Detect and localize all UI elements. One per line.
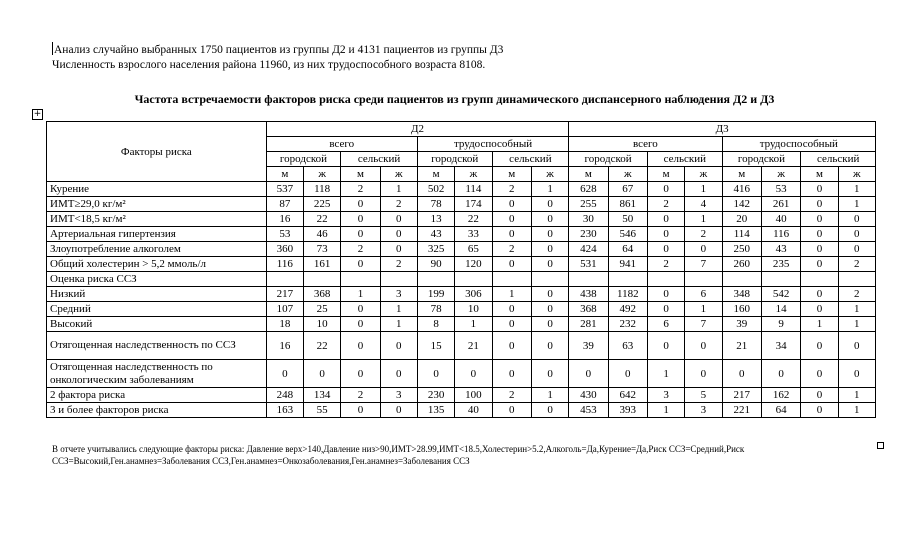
table-cell [647, 272, 684, 287]
table-cell: 0 [341, 212, 380, 227]
area-header: сельский [341, 152, 418, 167]
table-cell: 0 [380, 227, 417, 242]
table-cell: 135 [417, 403, 454, 418]
table-cell: 0 [838, 360, 875, 388]
sex-header: ж [380, 167, 417, 182]
table-row [47, 272, 876, 287]
table-cell: 217 [266, 287, 303, 302]
table-cell: 0 [341, 403, 380, 418]
table-cell [531, 272, 568, 287]
intro-line-1: Анализ случайно выбранных 1750 пациентов из группы Д2 и 4131 пациентов из группы Д3 [54, 44, 504, 56]
table-cell: 1 [838, 302, 875, 317]
risk-factor-label: Низкий [47, 287, 267, 302]
table-cell: 118 [303, 182, 340, 197]
table-cell: 0 [380, 212, 417, 227]
table-cell: 0 [685, 242, 722, 257]
table-cell [380, 272, 417, 287]
table-cell: 2 [492, 242, 531, 257]
risk-factor-label: 3 и более факторов риска [47, 403, 267, 418]
table-cell: 1 [380, 302, 417, 317]
table-cell: 0 [341, 257, 380, 272]
sex-header: ж [455, 167, 492, 182]
table-row [47, 388, 876, 403]
intro-text [52, 42, 503, 73]
sex-header: ж [531, 167, 568, 182]
table-cell: 2 [380, 257, 417, 272]
table-cell: 0 [801, 287, 838, 302]
table-cell: 0 [761, 360, 800, 388]
table-cell: 2 [341, 242, 380, 257]
table-cell: 174 [455, 197, 492, 212]
table-cell: 360 [266, 242, 303, 257]
risk-factor-label: ИМТ<18,5 кг/м² [47, 212, 267, 227]
table-cell: 10 [455, 302, 492, 317]
table-cell: 0 [492, 403, 531, 418]
table-cell: 142 [722, 197, 761, 212]
table-cell: 40 [455, 403, 492, 418]
table-cell: 230 [569, 227, 608, 242]
table-cell: 1 [531, 388, 568, 403]
area-header: городской [266, 152, 341, 167]
table-cell: 0 [685, 332, 722, 360]
table-cell: 0 [492, 227, 531, 242]
table-cell: 0 [531, 287, 568, 302]
table-cell: 46 [303, 227, 340, 242]
table-cell: 0 [531, 317, 568, 332]
table-cell: 306 [455, 287, 492, 302]
table-cell: 248 [266, 388, 303, 403]
table-cell [685, 272, 722, 287]
table-cell: 0 [801, 227, 838, 242]
table-cell: 25 [303, 302, 340, 317]
table-cell: 134 [303, 388, 340, 403]
table-cell: 2 [647, 257, 684, 272]
table-cell: 0 [266, 360, 303, 388]
table-cell: 1 [531, 182, 568, 197]
population-header: трудоспособный [417, 137, 568, 152]
table-cell: 424 [569, 242, 608, 257]
table-cell: 250 [722, 242, 761, 257]
table-row [47, 287, 876, 302]
table-cell [722, 272, 761, 287]
table-cell: 0 [647, 332, 684, 360]
table-cell: 100 [455, 388, 492, 403]
sex-header: м [266, 167, 303, 182]
table-cell: 1 [685, 302, 722, 317]
risk-factor-label: Артериальная гипертензия [47, 227, 267, 242]
table-cell: 0 [838, 242, 875, 257]
table-cell: 2 [685, 227, 722, 242]
table-cell: 0 [417, 360, 454, 388]
table-cell: 281 [569, 317, 608, 332]
table-cell: 1 [838, 182, 875, 197]
table-cell: 0 [569, 360, 608, 388]
table-row [47, 257, 876, 272]
table-cell: 0 [492, 317, 531, 332]
table-cell: 2 [838, 287, 875, 302]
table-cell: 6 [647, 317, 684, 332]
table-cell: 0 [801, 360, 838, 388]
table-row [47, 360, 876, 388]
area-header: городской [722, 152, 801, 167]
sex-header: м [801, 167, 838, 182]
table-cell: 13 [417, 212, 454, 227]
table-cell: 0 [531, 360, 568, 388]
table-cell: 368 [569, 302, 608, 317]
table-cell: 116 [266, 257, 303, 272]
table-cell: 1 [801, 317, 838, 332]
table-cell: 261 [761, 197, 800, 212]
table-cell: 0 [801, 257, 838, 272]
sex-header: м [569, 167, 608, 182]
table-cell [569, 272, 608, 287]
table-cell: 18 [266, 317, 303, 332]
table-cell: 43 [417, 227, 454, 242]
area-header: сельский [492, 152, 569, 167]
table-cell: 0 [647, 242, 684, 257]
table-cell: 0 [492, 257, 531, 272]
intro-line-2: Численность взрослого населения района 11960, из них трудоспособного возраста 8108. [52, 59, 486, 71]
footnote: В отчете учитывались следующие факторы риска: Давление верх>140,Давление низ>90,ИМТ>28.99,ИМТ<18.5,Холестерин>5.2,Алкоголь=Да,Курение=Да,Риск ССЗ=Средний,Риск ССЗ=Высокий,Ген.анамнез=Заболевания ССЗ,Ген.анамнез=Онкозаболевания,Ген.анамнез=Заболевания ССЗ [52, 444, 745, 466]
table-cell [303, 272, 340, 287]
table-cell: 64 [608, 242, 647, 257]
group-header: Д3 [569, 122, 876, 137]
table-cell: 0 [303, 360, 340, 388]
table-cell: 78 [417, 197, 454, 212]
table-cell: 114 [455, 182, 492, 197]
table-cell: 546 [608, 227, 647, 242]
table-cell: 73 [303, 242, 340, 257]
table-row [47, 182, 876, 197]
table-cell: 2 [341, 388, 380, 403]
table-cell: 0 [492, 360, 531, 388]
table-cell: 642 [608, 388, 647, 403]
table-cell: 0 [647, 302, 684, 317]
table-cell [417, 272, 454, 287]
group-header: Д2 [266, 122, 569, 137]
risk-factor-label: Общий холестерин > 5,2 ммоль/л [47, 257, 267, 272]
risk-factor-label: Высокий [47, 317, 267, 332]
area-header: городской [417, 152, 492, 167]
population-header: всего [266, 137, 417, 152]
table-cell: 0 [341, 332, 380, 360]
table-cell: 2 [647, 197, 684, 212]
table-cell [266, 272, 303, 287]
table-cell: 230 [417, 388, 454, 403]
table-cell: 1 [838, 388, 875, 403]
table-cell: 1 [380, 182, 417, 197]
table-cell: 0 [492, 197, 531, 212]
table-cell: 0 [801, 212, 838, 227]
sex-header: ж [761, 167, 800, 182]
table-cell [608, 272, 647, 287]
table-cell: 1182 [608, 287, 647, 302]
table-cell: 537 [266, 182, 303, 197]
table-row [47, 302, 876, 317]
table-cell: 0 [801, 197, 838, 212]
table-cell: 628 [569, 182, 608, 197]
table-cell: 0 [801, 332, 838, 360]
table-move-handle-icon[interactable]: + [33, 109, 42, 119]
table-cell: 43 [761, 242, 800, 257]
table-cell: 4 [685, 197, 722, 212]
table-cell: 0 [838, 332, 875, 360]
table-cell: 438 [569, 287, 608, 302]
table-cell: 22 [303, 332, 340, 360]
area-header: сельский [801, 152, 876, 167]
table-cell: 0 [380, 403, 417, 418]
table-row [47, 403, 876, 418]
table-cell: 0 [492, 332, 531, 360]
table-cell: 107 [266, 302, 303, 317]
table-cell: 39 [722, 317, 761, 332]
table-cell: 87 [266, 197, 303, 212]
table-cell: 6 [685, 287, 722, 302]
sex-header: м [341, 167, 380, 182]
table-cell: 65 [455, 242, 492, 257]
table-cell: 217 [722, 388, 761, 403]
table-cell: 260 [722, 257, 761, 272]
table-cell: 2 [341, 182, 380, 197]
row-header-risk-factors: Факторы риска [47, 122, 267, 182]
table-cell: 0 [531, 257, 568, 272]
table-cell [838, 272, 875, 287]
table-cell: 78 [417, 302, 454, 317]
table-cell: 67 [608, 182, 647, 197]
table-cell: 1 [647, 360, 684, 388]
table-cell: 7 [685, 317, 722, 332]
table-cell: 0 [801, 302, 838, 317]
table-cell: 2 [492, 388, 531, 403]
sex-header: м [722, 167, 761, 182]
table-cell: 33 [455, 227, 492, 242]
table-cell: 21 [722, 332, 761, 360]
table-cell: 39 [569, 332, 608, 360]
table-cell: 120 [455, 257, 492, 272]
table-cell: 0 [647, 227, 684, 242]
table-cell: 1 [380, 317, 417, 332]
table-cell: 0 [531, 332, 568, 360]
table-cell: 861 [608, 197, 647, 212]
table-cell: 64 [761, 403, 800, 418]
table-row [47, 227, 876, 242]
table-cell: 221 [722, 403, 761, 418]
table-cell: 20 [722, 212, 761, 227]
table-cell: 16 [266, 212, 303, 227]
risk-factor-label: Курение [47, 182, 267, 197]
area-header: сельский [647, 152, 722, 167]
table-cell [341, 272, 380, 287]
header-row-groups [47, 122, 876, 137]
table-cell: 1 [685, 212, 722, 227]
table-cell: 0 [801, 403, 838, 418]
table-cell: 3 [380, 287, 417, 302]
table-cell: 0 [492, 302, 531, 317]
table-cell: 0 [341, 360, 380, 388]
risk-factor-label: ИМТ≥29,0 кг/м² [47, 197, 267, 212]
risk-factor-label: Отягощенная наследственность по ССЗ [47, 332, 267, 360]
table-cell: 0 [380, 242, 417, 257]
area-header: городской [569, 152, 648, 167]
table-cell: 116 [761, 227, 800, 242]
table-cell: 30 [569, 212, 608, 227]
table-cell: 0 [455, 360, 492, 388]
table-cell: 55 [303, 403, 340, 418]
table-cell: 0 [608, 360, 647, 388]
table-row [47, 212, 876, 227]
table-cell: 0 [492, 212, 531, 227]
table-cell: 7 [685, 257, 722, 272]
table-cell: 162 [761, 388, 800, 403]
table-cell: 50 [608, 212, 647, 227]
table-cell: 2 [838, 257, 875, 272]
table-cell [801, 272, 838, 287]
table-row [47, 197, 876, 212]
table-cell: 3 [380, 388, 417, 403]
table-cell: 3 [685, 403, 722, 418]
table-cell: 0 [380, 332, 417, 360]
sex-header: ж [838, 167, 875, 182]
risk-factor-label: Отягощенная наследственность по онкологическим заболеваниям [47, 360, 267, 388]
table-cell: 0 [647, 182, 684, 197]
risk-factor-label: Оценка риска ССЗ [47, 272, 267, 287]
table-cell: 1 [838, 403, 875, 418]
table-cell: 0 [722, 360, 761, 388]
table-cell: 0 [838, 212, 875, 227]
table-cell: 368 [303, 287, 340, 302]
table-cell: 325 [417, 242, 454, 257]
table-cell: 941 [608, 257, 647, 272]
table-cell: 40 [761, 212, 800, 227]
table-cell: 0 [341, 302, 380, 317]
table-cell: 0 [531, 197, 568, 212]
table-cell: 0 [801, 242, 838, 257]
table-cell: 5 [685, 388, 722, 403]
table-cell: 430 [569, 388, 608, 403]
table-cell [761, 272, 800, 287]
table-cell: 225 [303, 197, 340, 212]
table-cell: 1 [647, 403, 684, 418]
table-cell: 9 [761, 317, 800, 332]
table-cell: 53 [761, 182, 800, 197]
sex-header: м [492, 167, 531, 182]
table-cell: 0 [531, 403, 568, 418]
table-row [47, 317, 876, 332]
table-cell: 0 [647, 287, 684, 302]
table-cell: 348 [722, 287, 761, 302]
table-cell: 416 [722, 182, 761, 197]
table-cell: 531 [569, 257, 608, 272]
sex-header: м [417, 167, 454, 182]
table-cell: 2 [492, 182, 531, 197]
text-cursor [52, 42, 53, 55]
table-cell: 492 [608, 302, 647, 317]
table-cell: 163 [266, 403, 303, 418]
table-cell: 0 [531, 212, 568, 227]
table-cell: 114 [722, 227, 761, 242]
table-cell: 0 [341, 227, 380, 242]
table-cell: 14 [761, 302, 800, 317]
table-cell: 0 [801, 388, 838, 403]
table-cell: 0 [801, 182, 838, 197]
table-title: Частота встречаемости факторов риска среди пациентов из групп динамического диспансерного наблюдения Д2 и Д3 [134, 92, 775, 106]
risk-factors-table [46, 121, 876, 418]
population-header: трудоспособный [722, 137, 875, 152]
risk-factor-label: Средний [47, 302, 267, 317]
table-cell [492, 272, 531, 287]
sex-header: м [647, 167, 684, 182]
table-cell: 63 [608, 332, 647, 360]
sex-header: ж [608, 167, 647, 182]
table-cell: 232 [608, 317, 647, 332]
table-cell: 199 [417, 287, 454, 302]
table-cell: 1 [492, 287, 531, 302]
table-cell: 0 [341, 197, 380, 212]
table-cell: 1 [685, 182, 722, 197]
table-cell: 1 [455, 317, 492, 332]
table-cell: 16 [266, 332, 303, 360]
risk-factor-label: 2 фактора риска [47, 388, 267, 403]
table-cell: 542 [761, 287, 800, 302]
table-cell: 21 [455, 332, 492, 360]
table-cell: 393 [608, 403, 647, 418]
table-cell: 15 [417, 332, 454, 360]
table-row [47, 332, 876, 360]
table-cell: 160 [722, 302, 761, 317]
table-row [47, 242, 876, 257]
table-cell: 0 [531, 227, 568, 242]
table-cell: 90 [417, 257, 454, 272]
table-cell [455, 272, 492, 287]
table-cell: 8 [417, 317, 454, 332]
table-cell: 0 [685, 360, 722, 388]
table-cell: 453 [569, 403, 608, 418]
table-cell: 10 [303, 317, 340, 332]
table-cell: 235 [761, 257, 800, 272]
table-cell: 3 [647, 388, 684, 403]
table-cell: 1 [838, 197, 875, 212]
risk-factor-label: Злоупотребление алкоголем [47, 242, 267, 257]
table-cell: 34 [761, 332, 800, 360]
table-cell: 0 [380, 360, 417, 388]
table-cell: 0 [838, 227, 875, 242]
table-cell: 502 [417, 182, 454, 197]
sex-header: ж [685, 167, 722, 182]
table-cell: 0 [647, 212, 684, 227]
table-cell: 0 [531, 302, 568, 317]
sex-header: ж [303, 167, 340, 182]
table-cell: 0 [341, 317, 380, 332]
table-cell: 1 [838, 317, 875, 332]
table-cell: 255 [569, 197, 608, 212]
table-cell: 1 [341, 287, 380, 302]
table-cell: 53 [266, 227, 303, 242]
table-cell: 2 [380, 197, 417, 212]
table-cell: 0 [531, 242, 568, 257]
table-cell: 161 [303, 257, 340, 272]
table-cell: 22 [303, 212, 340, 227]
population-header: всего [569, 137, 722, 152]
table-cell: 22 [455, 212, 492, 227]
